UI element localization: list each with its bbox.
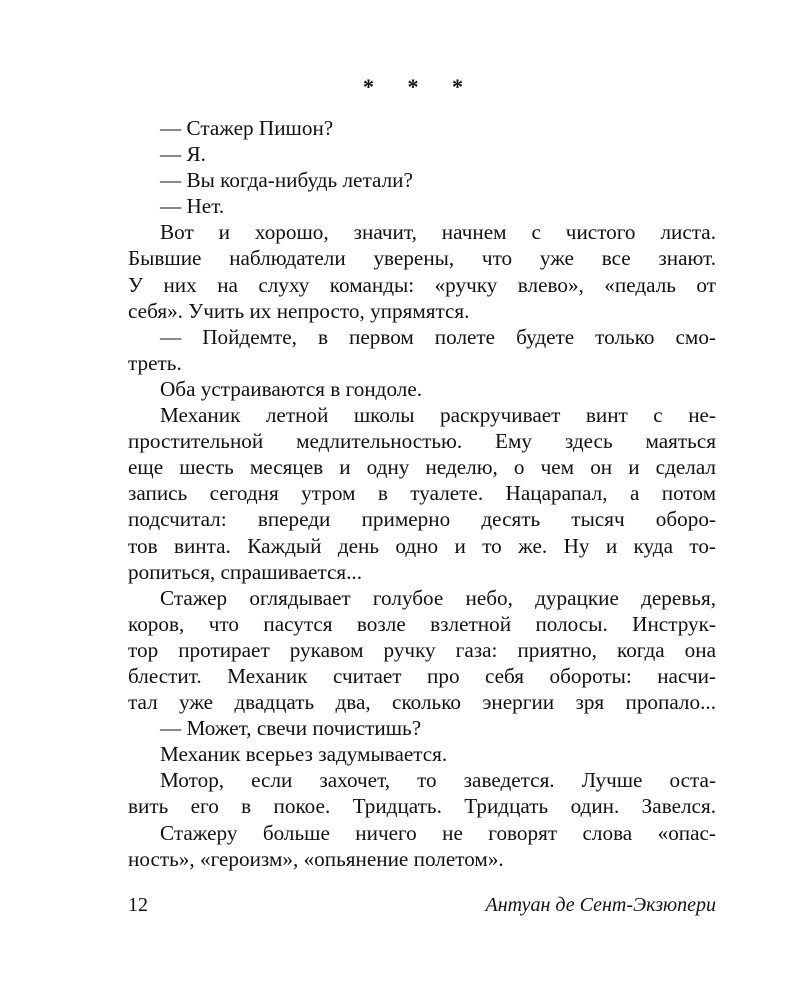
text-line: Вот и хорошо, значит, начнем с чистого листа. [160, 220, 716, 245]
text-line: — Пойдемте, в первом полете будете только смо- [160, 324, 716, 349]
text-line: Мотор, если захочет, то заведется. Лучше оста- [160, 768, 716, 793]
text-line: Стажеру больше ничего не говорят слова «опас- [160, 820, 716, 845]
running-title: Антуан де Сент-Экзюпери [485, 894, 716, 916]
text-line: подсчитал: впереди примерно десять тысяч оборо- [128, 507, 716, 532]
text-line: Оба устраиваются в гондоле. [160, 376, 423, 401]
text-line: ность», «героизм», «опьянение полетом». [128, 846, 504, 871]
text-line: У них на слуху команды: «ручку влево», «педаль от [128, 272, 716, 297]
text-line: треть. [128, 350, 182, 375]
text-line: запись сегодня утром в туалете. Нацарапал, а потом [128, 481, 716, 506]
text-line: тал уже двадцать два, сколько энергии зря пропало... [128, 690, 716, 715]
text-line: Стажер оглядывает голубое небо, дурацкие деревья, [160, 585, 716, 610]
text-line: себя». Учить их непросто, упрямятся. [128, 298, 470, 323]
text-line: — Может, свечи почистишь? [160, 716, 422, 741]
page-footer [128, 894, 716, 924]
body-text [128, 115, 716, 872]
text-line: тов винта. Каждый день одно и то же. Ну и куда то- [128, 533, 716, 558]
text-line: — Нет. [160, 194, 225, 219]
text-line: вить его в покое. Тридцать. Тридцать один. Завелся. [128, 794, 716, 819]
text-line: — Вы когда-нибудь летали? [160, 168, 413, 193]
text-line: — Я. [160, 142, 206, 167]
text-line: Бывшие наблюдатели уверены, что уже все знают. [128, 246, 716, 271]
text-line: коров, что пасутся возле взлетной полосы. Инструк- [128, 611, 716, 636]
text-line: Механик всерьез задумывается. [160, 742, 448, 767]
text-line: ропиться, спрашивается... [128, 559, 363, 584]
section-separator: * * * [363, 74, 477, 99]
text-line: блестит. Механик считает про себя обороты: насчи- [128, 663, 716, 688]
text-line: еще шесть месяцев и одну неделю, о чем он и сделал [128, 455, 716, 480]
page-number: 12 [128, 894, 148, 916]
text-line: простительной медлительностью. Ему здесь маяться [128, 429, 716, 454]
text-line: тор протирает рукавом ручку газа: приятно, когда она [128, 637, 716, 662]
text-line: Механик летной школы раскручивает винт с не- [160, 403, 716, 428]
text-line: — Стажер Пишон? [160, 116, 334, 140]
